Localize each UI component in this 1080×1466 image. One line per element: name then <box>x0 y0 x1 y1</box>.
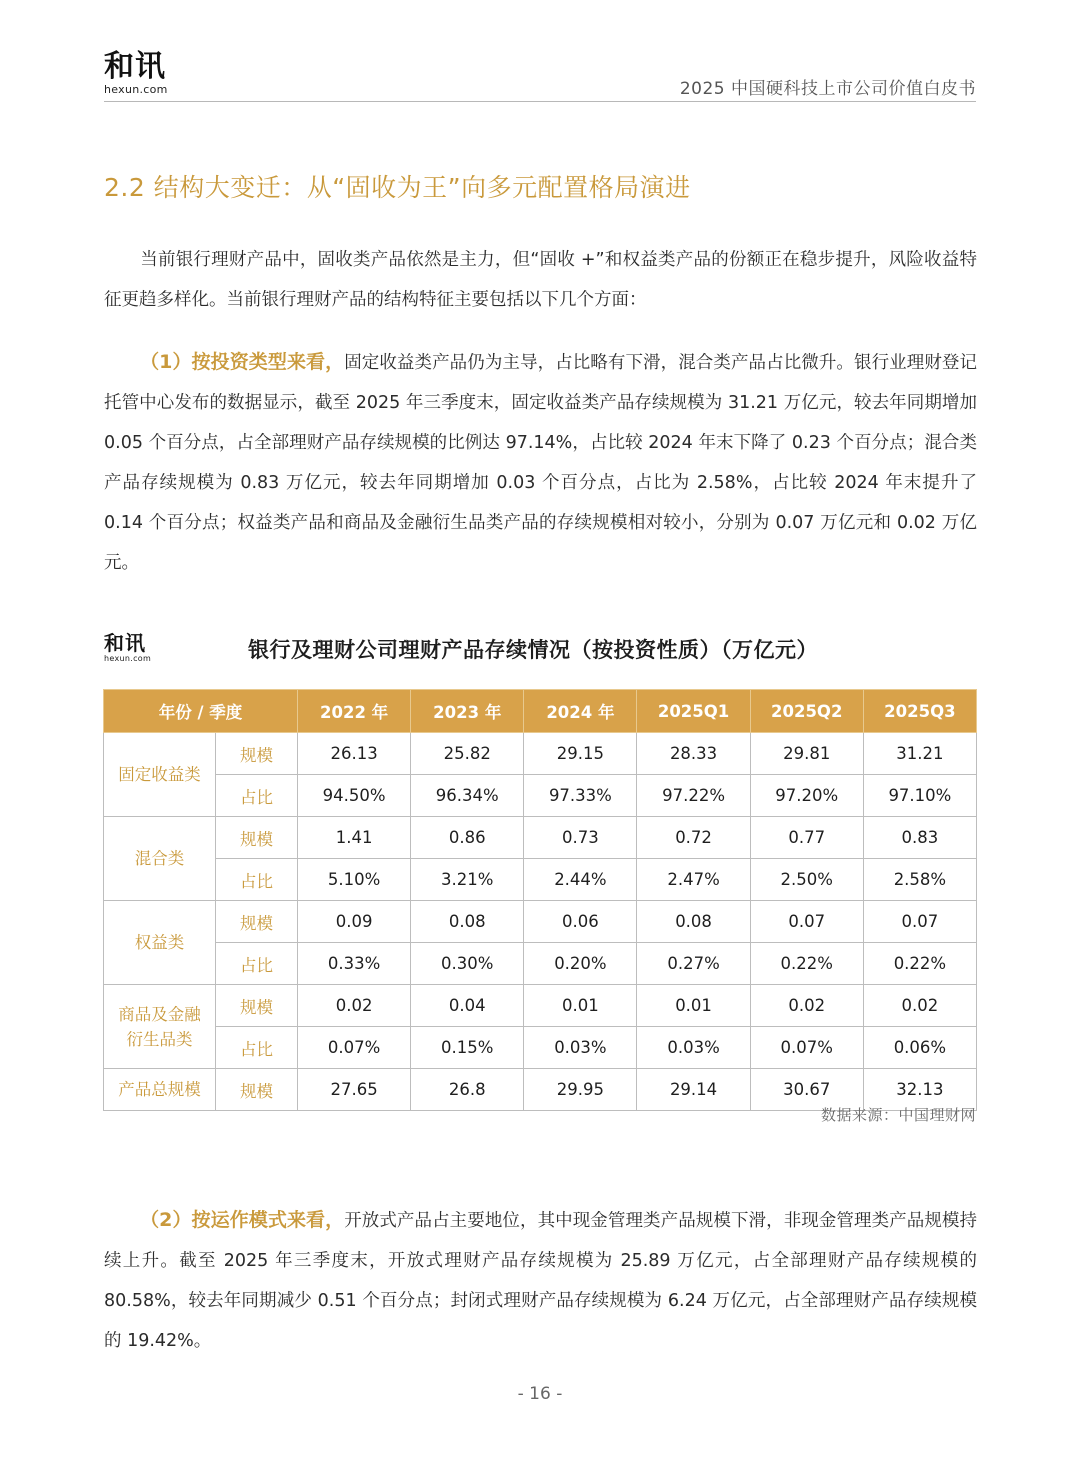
value-cell: 0.73 <box>524 817 637 859</box>
category-line: 衍生品类 <box>126 1029 193 1049</box>
value-cell: 3.21% <box>411 859 524 901</box>
value-cell: 0.27% <box>637 943 750 985</box>
operation-mode-lead: （2）按运作模式来看， <box>140 1209 345 1231</box>
section-title: 2.2 结构大变迁：从“固收为王”向多元配置格局演进 <box>104 173 691 202</box>
wealth-products-table <box>103 689 977 1111</box>
table-header-row <box>104 690 977 733</box>
value-cell: 94.50% <box>298 775 411 817</box>
table-logo-chinese-text: 和讯 <box>104 631 146 655</box>
metric-cell: 规模 <box>216 817 298 859</box>
value-cell: 26.8 <box>411 1069 524 1111</box>
value-cell: 0.02 <box>750 985 863 1027</box>
category-line: 商品及金融 <box>118 1004 201 1024</box>
intro-paragraph-text: 当前银行理财产品中，固收类产品依然是主力，但“固收 +”和权益类产品的份额正在稳步提升，风险收益特征更趋多样化。当前银行理财产品的结构特征主要包括以下几个方面： <box>104 250 977 310</box>
logo-chinese-text: 和讯 <box>104 49 166 84</box>
value-cell: 0.72 <box>637 817 750 859</box>
value-cell: 0.07 <box>750 901 863 943</box>
value-cell: 0.30% <box>411 943 524 985</box>
value-cell: 0.08 <box>637 901 750 943</box>
table-row <box>104 1027 977 1069</box>
value-cell: 0.22% <box>863 943 976 985</box>
table-row <box>104 733 977 775</box>
table-row <box>104 859 977 901</box>
value-cell: 0.07% <box>750 1027 863 1069</box>
metric-cell: 规模 <box>216 1069 298 1111</box>
value-cell: 97.22% <box>637 775 750 817</box>
value-cell: 97.33% <box>524 775 637 817</box>
value-cell: 0.15% <box>411 1027 524 1069</box>
value-cell: 28.33 <box>637 733 750 775</box>
table-column-header: 2025Q3 <box>863 690 976 733</box>
value-cell: 0.22% <box>750 943 863 985</box>
category-cell: 固定收益类 <box>104 733 216 817</box>
header-divider <box>104 101 976 102</box>
value-cell: 0.08 <box>411 901 524 943</box>
metric-cell: 占比 <box>216 1027 298 1069</box>
value-cell: 25.82 <box>411 733 524 775</box>
metric-cell: 规模 <box>216 985 298 1027</box>
value-cell: 0.02 <box>298 985 411 1027</box>
value-cell: 5.10% <box>298 859 411 901</box>
value-cell: 2.47% <box>637 859 750 901</box>
operation-mode-paragraph <box>104 1200 977 1361</box>
category-cell: 产品总规模 <box>104 1069 216 1111</box>
table-logo-english-text: hexun.com <box>104 654 152 663</box>
value-cell: 0.09 <box>298 901 411 943</box>
table-header-label: 年份 / 季度 <box>104 690 298 733</box>
value-cell: 0.01 <box>637 985 750 1027</box>
category-cell: 权益类 <box>104 901 216 985</box>
value-cell: 0.07 <box>863 901 976 943</box>
category-cell <box>104 985 216 1069</box>
value-cell: 0.86 <box>411 817 524 859</box>
value-cell: 2.44% <box>524 859 637 901</box>
value-cell: 0.03% <box>637 1027 750 1069</box>
value-cell: 0.83 <box>863 817 976 859</box>
logo-english-text: hexun.com <box>104 83 168 96</box>
value-cell: 97.10% <box>863 775 976 817</box>
metric-cell: 规模 <box>216 733 298 775</box>
value-cell: 0.07% <box>298 1027 411 1069</box>
metric-cell: 占比 <box>216 775 298 817</box>
table-row <box>104 943 977 985</box>
investment-type-lead: （1）按投资类型来看， <box>140 351 345 373</box>
metric-cell: 规模 <box>216 901 298 943</box>
value-cell: 29.14 <box>637 1069 750 1111</box>
value-cell: 0.06 <box>524 901 637 943</box>
table-column-header: 2025Q2 <box>750 690 863 733</box>
table-row <box>104 775 977 817</box>
value-cell: 97.20% <box>750 775 863 817</box>
table-column-header: 2023 年 <box>411 690 524 733</box>
table-row <box>104 985 977 1027</box>
data-source-note: 数据来源：中国理财网 <box>820 1106 976 1124</box>
intro-paragraph <box>104 240 977 320</box>
value-cell: 96.34% <box>411 775 524 817</box>
value-cell: 30.67 <box>750 1069 863 1111</box>
value-cell: 0.33% <box>298 943 411 985</box>
metric-cell: 占比 <box>216 943 298 985</box>
value-cell: 0.01 <box>524 985 637 1027</box>
value-cell: 26.13 <box>298 733 411 775</box>
value-cell: 0.02 <box>863 985 976 1027</box>
table-row <box>104 817 977 859</box>
value-cell: 0.20% <box>524 943 637 985</box>
value-cell: 0.06% <box>863 1027 976 1069</box>
investment-type-text: 固定收益类产品仍为主导，占比略有下滑，混合类产品占比微升。银行业理财登记托管中心发布的数据显示，截至 2025 年三季度末，固定收益类产品存续规模为 31.21 万亿元，较去年同期增加 0.05 个百分点，占全部理财产品存续规模的比例达 97.14%，占比较 2024 年末下降了 0.23 个百分点；混合类产品存续规模为 0.83 万亿元，较去年同期增加 0.03 个百分点，占比为 2.58%，占比较 2024 年末提升了 0.14 个百分点；权益类产品和商品及金融衍生品类产品的存续规模相对较小，分别为 0.07 万亿元和 0.02 万亿元。 <box>104 353 977 573</box>
value-cell: 2.58% <box>863 859 976 901</box>
page-number: - 16 - <box>517 1384 563 1404</box>
table-logo <box>104 632 164 663</box>
value-cell: 31.21 <box>863 733 976 775</box>
category-cell: 混合类 <box>104 817 216 901</box>
value-cell: 32.13 <box>863 1069 976 1111</box>
value-cell: 29.95 <box>524 1069 637 1111</box>
value-cell: 0.04 <box>411 985 524 1027</box>
table-column-header: 2022 年 <box>298 690 411 733</box>
value-cell: 1.41 <box>298 817 411 859</box>
metric-cell: 占比 <box>216 859 298 901</box>
value-cell: 29.15 <box>524 733 637 775</box>
value-cell: 0.77 <box>750 817 863 859</box>
value-cell: 0.03% <box>524 1027 637 1069</box>
table-title: 银行及理财公司理财产品存续情况（按投资性质）（万亿元） <box>248 638 818 662</box>
hexun-logo <box>104 50 184 96</box>
value-cell: 2.50% <box>750 859 863 901</box>
operation-mode-text: 开放式产品占主要地位，其中现金管理类产品规模下滑，非现金管理类产品规模持续上升。截至 2025 年三季度末，开放式理财产品存续规模为 25.89 万亿元，占全部理财产品存续规模的 80.58%，较去年同期减少 0.51 个百分点；封闭式理财产品存续规模为 6.24 万亿元，占全部理财产品存续规模的 19.42%。 <box>104 1211 977 1351</box>
investment-type-paragraph <box>104 342 977 583</box>
value-cell: 29.81 <box>750 733 863 775</box>
table-column-header: 2025Q1 <box>637 690 750 733</box>
table-column-header: 2024 年 <box>524 690 637 733</box>
table-row <box>104 901 977 943</box>
value-cell: 27.65 <box>298 1069 411 1111</box>
document-title: 2025 中国硬科技上市公司价值白皮书 <box>679 79 976 99</box>
